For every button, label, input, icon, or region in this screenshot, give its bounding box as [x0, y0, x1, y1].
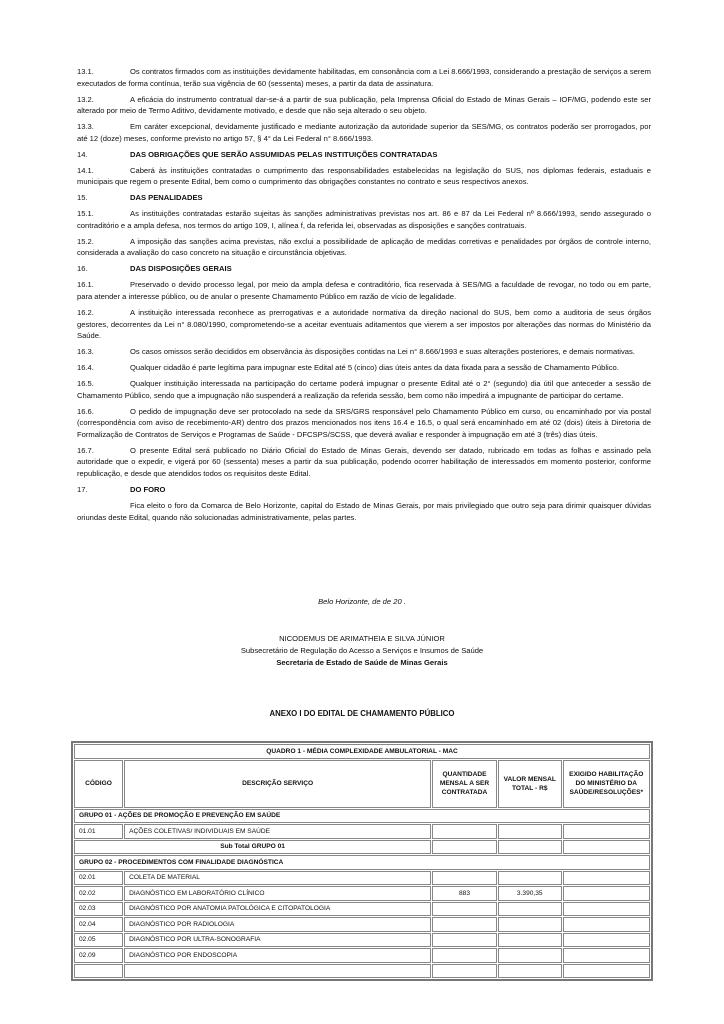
quantity-cell: 883: [432, 886, 497, 901]
table-header-row: [74, 760, 650, 808]
paragraph-text: A instituição interessada reconhece as prerrogativas e a autoridade normativa da direção nacional do SUS, bem como a auditoria de seus órgãos gestores, decorrentes da Lei n° 8.080/1990, comprometendo-se a aceitar eventuais aditamentos que vierem a ser impostos por alterações das normas do Ministério da Saúde.: [77, 308, 651, 341]
paragraph-text: Preservado o devido processo legal, por meio da ampla defesa e contraditório, fica reservada à SES/MG a faculdade de revogar, no todo ou em parte, para atender a interesse público, ou de anular o presente Chamamento Público em razão de vício de legalidade.: [77, 280, 651, 302]
value-cell: [498, 948, 562, 963]
paragraph: [77, 279, 651, 302]
paragraph-text: Qualquer instituição interessada na participação do certame poderá impugnar o presente Edital até o 2° (segundo) dia útil que anteceder a sessão de Chamamento Público, sendo que a impugnação não suspenderá a realização da referida sessão, bem como não impedirá a impugnante de participar do certame.: [77, 379, 651, 400]
paragraph-text: A imposição das sanções acima previstas, não exclui a possibilidade de aplicação de medidas corretivas e penalidades por órgãos de controle interno, considerada a avaliação do caso concreto na situação e circunstância objetivas.: [77, 236, 651, 258]
paragraph-text: DAS DISPOSIÇÕES GERAIS: [130, 264, 232, 274]
paragraph: [77, 445, 651, 480]
paragraph-number: 16.2.: [77, 308, 94, 317]
subtotal-label: Sub Total GRUPO 01: [74, 840, 431, 855]
quantity-cell: [432, 948, 497, 963]
signature-block: [0, 633, 724, 669]
code-cell: 02.09: [74, 948, 123, 963]
group-row: [74, 855, 650, 870]
signatory-name: NICODEMUS DE ARIMATHEIA E SILVA JÚNIOR: [279, 634, 445, 643]
paragraph-number: 14.: [77, 149, 88, 159]
paragraph-text: As instituições contratadas estarão sujeitas às sanções administrativas previstas nos art. 86 e 87 da Lei Federal nº 8.666/1993, sendo assegurado o contraditório e a ampla defesa, nos termos do artigo 109, I, alínea f, da referida lei, observadas as disposições e sanções contratuais.: [77, 209, 651, 230]
requirement-cell: [563, 964, 650, 979]
table-row: [74, 964, 650, 979]
paragraph: [77, 208, 651, 231]
paragraph-number: 13.1.: [77, 67, 94, 76]
paragraph-text: Os contratos firmados com as instituições devidamente habilitadas, em consonância com a Lei 8.666/1993, considerando a prestação de serviços a serem executados de forma contínua, terão sua vigência de 60 (sessenta) meses, a partir da data de assinatura.: [77, 67, 651, 88]
quantity-cell: [432, 917, 497, 932]
quantity-cell: [432, 902, 497, 917]
requirement-cell: [563, 902, 650, 917]
header-description: DESCRIÇÃO SERVIÇO: [124, 760, 431, 808]
header-code: CÓDIGO: [74, 760, 123, 808]
quantity-cell: [432, 824, 497, 839]
requirement-cell: [563, 886, 650, 901]
code-cell: 02.01: [74, 871, 123, 886]
signatory-role: Subsecretário de Regulação do Acesso a Serviços e Insumos de Saúde: [240, 646, 484, 655]
section-heading: [77, 263, 651, 275]
services-table: [71, 741, 653, 981]
section-heading: [77, 484, 651, 496]
paragraph: [77, 406, 651, 441]
paragraph-number: 16.: [77, 264, 88, 274]
paragraph-number: 17.: [77, 485, 88, 495]
quantity-cell: [432, 964, 497, 979]
paragraph-number: 13.3.: [77, 122, 94, 132]
paragraph-number: 15.: [77, 193, 88, 203]
value-cell: [498, 840, 562, 855]
table-row: [74, 886, 650, 901]
paragraph: [77, 236, 651, 259]
paragraph-number: 16.4.: [77, 363, 94, 373]
value-cell: [498, 964, 562, 979]
code-cell: [74, 964, 123, 979]
table-title-row: [74, 744, 650, 759]
section-heading: [77, 192, 651, 204]
paragraph: [77, 346, 651, 358]
table-row: [74, 933, 650, 948]
paragraph-number: 13.2.: [77, 94, 94, 104]
paragraph-text: O presente Edital será publicado no Diário Oficial do Estado de Minas Gerais, devendo ser datado, rubricado em todas as folhas e assinado pela autoridade que o expedir, e vigerá por 60 (sessenta) meses a partir da sua publicação, podendo ocorrer habilitação de interessados em momento posterior, conforme republicação, e desde que atendidos todos os requisitos deste Edital.: [77, 445, 651, 479]
value-cell: [498, 824, 562, 839]
group-label: GRUPO 01 - AÇÕES DE PROMOÇÃO E PREVENÇÃO EM SAÚDE: [74, 809, 650, 824]
subtotal-row: [74, 840, 650, 855]
paragraph-text: Em caráter excepcional, devidamente justificado e mediante autorização da autoridade superior da SES/MG, os contratos poderão ser prorrogados, por até 12 (doze) meses, conforme previsto no artigo 57, § 4° da Lei Federal n° 8.666/1993.: [77, 122, 651, 143]
table-row: [74, 824, 650, 839]
paragraph-text: O pedido de impugnação deve ser protocolado na sede da SRS/GRS responsável pelo Chamamento Público em curso, ou encaminhado por via postal (correspondência com aviso de recebimento-AR) dentro dos prazos mencionados nos itens 16.4 e 16.5, o qual será encaminhado em até 02 (dois) úteis à Diretoria de Formalização de Contratos de Serviços e Programas de Saúde - DFCSPS/SCSS, que deverá avaliar e responder à impugnação em até 3 (três) dias úteis.: [77, 406, 651, 439]
requirement-cell: [563, 824, 650, 839]
paragraph-text: Fica eleito o foro da Comarca de Belo Horizonte, capital do Estado de Minas Gerais, por mais privilegiado que outro seja para dirimir quaisquer dúvidas oriundas deste Edital, quando não solucionadas administrativamente, pelas partes.: [77, 501, 651, 522]
description-cell: DIAGNÓSTICO POR ANATOMIA PATOLÓGICA E CITOPATOLOGIA: [124, 902, 431, 917]
paragraph: [77, 121, 651, 144]
paragraph: [77, 94, 651, 117]
paragraph-number: 16.7.: [77, 445, 94, 455]
description-cell: DIAGNÓSTICO POR RADIOLOGIA: [124, 917, 431, 932]
description-cell: COLETA DE MATERIAL: [124, 871, 431, 886]
paragraph: [77, 165, 651, 188]
paragraph-number: 15.1.: [77, 209, 94, 219]
paragraph-number: 16.3.: [77, 347, 94, 357]
table-row: [74, 948, 650, 963]
description-cell: DIAGNÓSTICO POR ULTRA-SONOGRAFIA: [124, 933, 431, 948]
description-cell: [124, 964, 431, 979]
group-label: GRUPO 02 - PROCEDIMENTOS COM FINALIDADE DIAGNÓSTICA: [74, 855, 650, 870]
requirement-cell: [563, 917, 650, 932]
requirement-cell: [563, 948, 650, 963]
table-title: QUADRO 1 - MÉDIA COMPLEXIDADE AMBULATORIAL - MAC: [74, 744, 650, 759]
header-quantity: QUANTIDADE MENSAL A SER CONTRATADA: [432, 760, 497, 808]
paragraph: [77, 378, 651, 401]
paragraph: [77, 500, 651, 523]
code-cell: 02.05: [74, 933, 123, 948]
description-cell: AÇÕES COLETIVAS/ INDIVIDUAIS EM SAÚDE: [124, 824, 431, 839]
paragraph-number: 16.1.: [77, 280, 94, 290]
value-cell: [498, 902, 562, 917]
section-heading: [77, 149, 651, 161]
paragraph: [77, 307, 651, 342]
requirement-cell: [563, 840, 650, 855]
paragraph-text: DAS PENALIDADES: [130, 193, 203, 203]
requirement-cell: [563, 933, 650, 948]
place-date: Belo Horizonte, de de 20 .: [318, 597, 406, 606]
requirement-cell: [563, 871, 650, 886]
code-cell: 01.01: [74, 824, 123, 839]
annex-title: ANEXO I DO EDITAL DE CHAMAMENTO PÚBLICO: [269, 709, 455, 718]
code-cell: 02.02: [74, 886, 123, 901]
quantity-cell: [432, 871, 497, 886]
group-row: [74, 809, 650, 824]
code-cell: 02.03: [74, 902, 123, 917]
value-cell: 3.390,35: [498, 886, 562, 901]
value-cell: [498, 933, 562, 948]
paragraph: [77, 362, 651, 374]
table-row: [74, 902, 650, 917]
code-cell: 02.04: [74, 917, 123, 932]
document-body: [77, 66, 651, 528]
paragraph-text: Caberá às instituições contratadas o cumprimento das responsabilidades estabelecidas na legislação do SUS, nos diplomas federais, estaduais e municipais que regem o presente Edital, bem como o cumprimento das obrigações constantes no contrato e seus respectivos anexos.: [77, 165, 651, 187]
quantity-cell: [432, 840, 497, 855]
value-cell: [498, 871, 562, 886]
table-row: [74, 917, 650, 932]
paragraph-text: DO FORO: [130, 485, 166, 495]
paragraph-text: A eficácia do instrumento contratual dar-se-á a partir de sua publicação, pela Imprensa Oficial do Estado de Minas Gerais – IOF/MG, podendo este ser alterado por meio de Termo Aditivo, devidamente motivado, e desde que não seja alterado o seu objeto.: [77, 94, 651, 116]
header-requirement: EXIGIDO HABILITAÇÃO DO MINISTÉRIO DA SAÚDE/RESOLUÇÕES*: [563, 760, 650, 808]
paragraph-number: 16.6.: [77, 406, 94, 416]
signatory-org: Secretaria de Estado de Saúde de Minas Gerais: [276, 658, 448, 667]
paragraph-number: 15.2.: [77, 236, 94, 246]
value-cell: [498, 917, 562, 932]
description-cell: DIAGNÓSTICO POR ENDOSCOPIA: [124, 948, 431, 963]
paragraph: [77, 66, 651, 89]
quantity-cell: [432, 933, 497, 948]
header-value: VALOR MENSAL TOTAL - R$: [498, 760, 562, 808]
paragraph-text: Os casos omissos serão decididos em observância às disposições contidas na Lei n° 8.666/1993 e suas alterações posteriores, e demais normativas.: [130, 347, 635, 357]
paragraph-text: DAS OBRIGAÇÕES QUE SERÃO ASSUMIDAS PELAS INSTITUIÇÕES CONTRATADAS: [130, 149, 438, 159]
paragraph-number: 16.5.: [77, 379, 94, 389]
description-cell: DIAGNÓSTICO EM LABORATÓRIO CLÍNICO: [124, 886, 431, 901]
paragraph-number: 14.1.: [77, 165, 94, 175]
paragraph-text: Qualquer cidadão é parte legítima para impugnar este Edital até 5 (cinco) dias úteis antes da data fixada para a sessão de Chamamento Público.: [130, 363, 619, 373]
table-row: [74, 871, 650, 886]
